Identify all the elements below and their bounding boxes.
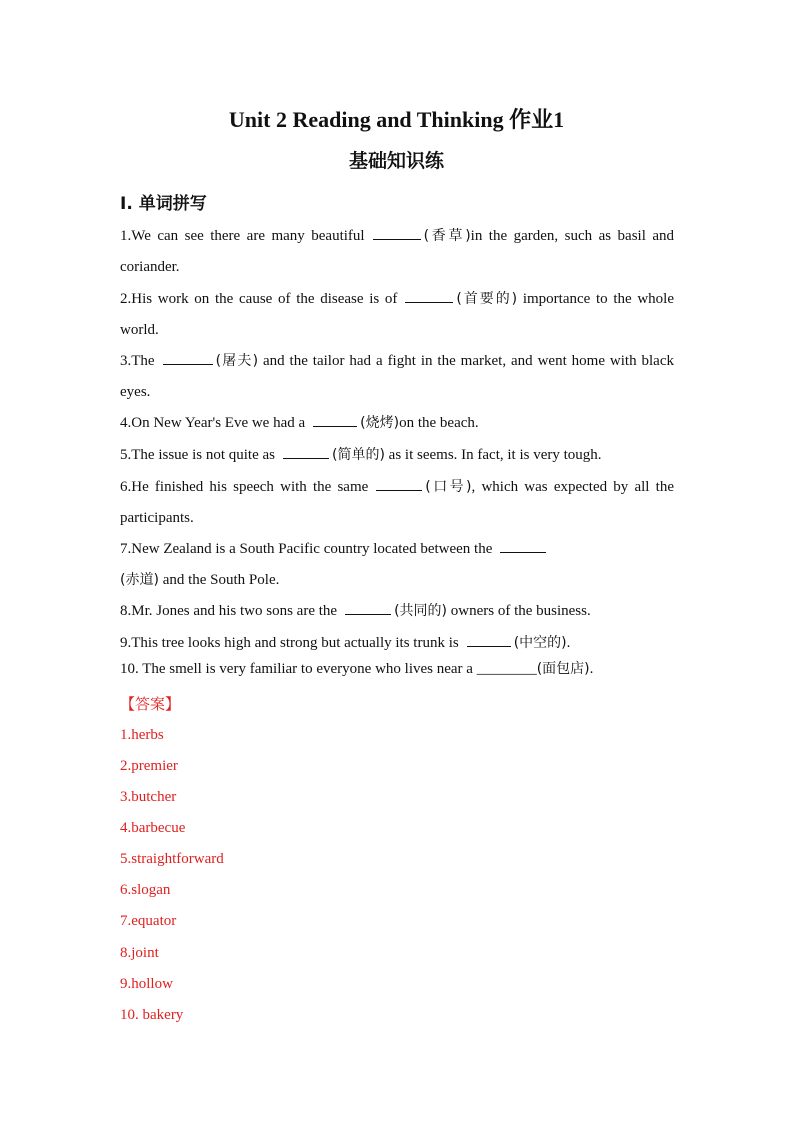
answer-item: 7.equator — [120, 913, 177, 929]
question-10 — [120, 654, 674, 685]
question-text: 10. The smell is very familiar to everyone who lives near a ________ — [120, 661, 537, 677]
question-text: as it seems. In fact, it is very tough. — [384, 447, 602, 463]
chinese-hint: (共同的) — [394, 603, 447, 619]
question-text: 1.We can see there are many beautiful — [120, 228, 365, 244]
chinese-hint: (简单的) — [331, 447, 385, 463]
question-1 — [120, 221, 674, 283]
chinese-hint: (中空的) — [513, 635, 567, 651]
answer-item: 2.premier — [120, 758, 178, 774]
question-8 — [120, 596, 674, 627]
chinese-hint: (赤道) — [120, 572, 159, 588]
question-text: , which was expected by all the participants. — [120, 479, 674, 526]
question-text: 5.The issue is not quite as — [120, 447, 275, 463]
chinese-hint: (香草) — [423, 228, 471, 244]
answer-item: 5.straightforward — [120, 851, 224, 867]
answer-blank — [376, 476, 422, 491]
chinese-hint: (口号) — [425, 479, 472, 495]
question-text: 4.On New Year's Eve we had a — [120, 415, 306, 431]
question-text: 9.This tree looks high and strong but actually its trunk is — [120, 635, 459, 651]
question-text: importance to the whole world. — [120, 291, 675, 338]
answer-blank — [163, 350, 213, 365]
question-5 — [120, 440, 674, 471]
answer-item: 6.slogan — [120, 882, 171, 898]
answer-blank — [345, 600, 391, 615]
answer-item: 10. bakery — [120, 1007, 184, 1023]
answer-blank — [373, 225, 421, 240]
answer-item: 4.barbecue — [120, 820, 186, 836]
answer-blank — [500, 538, 546, 553]
answer-blank — [313, 412, 357, 427]
question-4 — [120, 408, 674, 439]
question-text: and the South Pole. — [158, 572, 280, 588]
question-text: 8.Mr. Jones and his two sons are the — [120, 603, 338, 619]
answer-item: 9.hollow — [120, 976, 173, 992]
page-title: Unit 2 Reading and Thinking 作业1 — [228, 107, 565, 132]
answer-item: 8.joint — [120, 945, 159, 961]
question-text: on the beach. — [399, 415, 479, 431]
answer-blank — [467, 632, 511, 647]
page-subtitle: 基础知识练 — [348, 150, 444, 172]
question-6 — [120, 472, 674, 534]
question-text: owners of the business. — [447, 603, 591, 619]
question-text: in the garden, such as basil and coriander. — [120, 228, 674, 275]
question-text: 7.New Zealand is a South Pacific country located between the — [120, 541, 493, 557]
question-text: 2.His work on the cause of the disease is of — [120, 291, 398, 307]
question-text: . — [566, 635, 571, 651]
answer-item: 3.butcher — [120, 789, 177, 805]
chinese-hint: (首要的) — [456, 291, 518, 307]
answer-blank — [283, 444, 329, 459]
question-text: . — [589, 661, 594, 677]
question-7 — [120, 534, 674, 596]
question-text: and the tailor had a fight in the market, and went home with black eyes. — [120, 353, 674, 400]
section-heading: I. 单词拼写 — [120, 194, 207, 214]
answer-blank — [405, 288, 453, 303]
chinese-hint: (面包店) — [536, 661, 590, 677]
question-text: 3.The — [120, 353, 155, 369]
chinese-hint: (屠夫) — [215, 353, 259, 369]
question-2 — [120, 284, 674, 346]
answer-heading: 【答案】 — [120, 695, 181, 713]
chinese-hint: (烧烤) — [360, 415, 400, 431]
question-text: 6.He finished his speech with the same — [120, 479, 369, 495]
answer-item: 1.herbs — [120, 727, 164, 743]
question-3 — [120, 346, 674, 408]
